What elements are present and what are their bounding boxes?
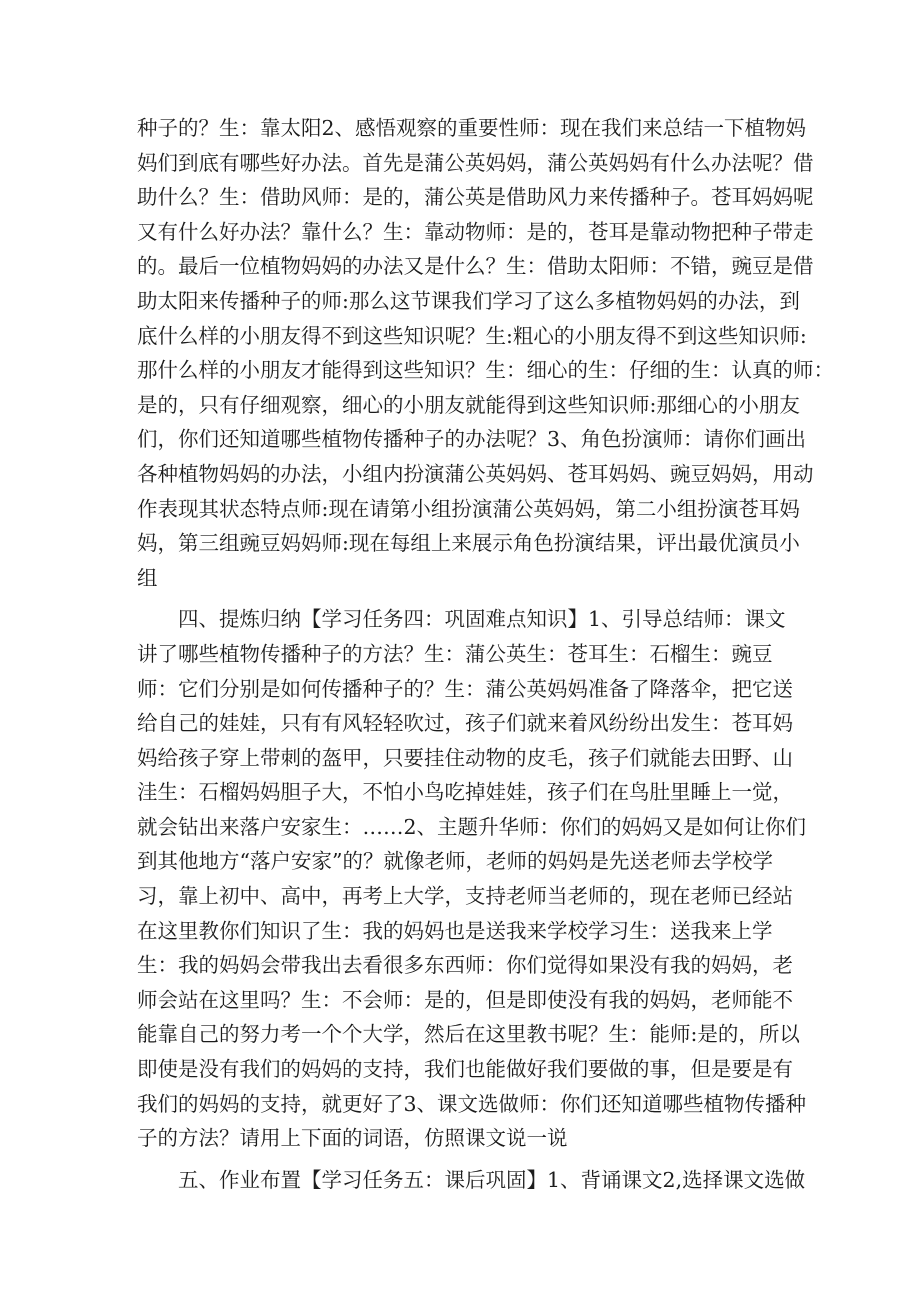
- text-line: 作表现其状态特点师:现在请第小组扮演蒲公英妈妈，第二小组扮演苍耳妈: [137, 496, 800, 521]
- paragraph-gap: [137, 595, 792, 602]
- section-heading-line: 五、作业布置【学习任务五：课后巩固】1、背诵课文2,选择课文选做: [137, 1167, 806, 1192]
- text-line: 我们的妈妈的支持，就更好了3、课文选做师：你们还知道哪些植物传播种: [137, 1091, 807, 1116]
- text-line: 就会钻出来落户安家生：……2、主题升华师：你们的妈妈又是如何让你们: [137, 814, 807, 839]
- text-line: 到其他地方“落户安家”的？就像老师，老师的妈妈是先送老师去学校学: [137, 849, 773, 874]
- text-line: 师会站在这里吗？生：不会师：是的，但是即使没有我的妈妈，老师能不: [137, 987, 793, 1012]
- paragraph-gap: [137, 1156, 792, 1163]
- text-line: 的。最后一位植物妈妈的办法又是什么？生：借助太阳师：不错，豌豆是借: [137, 254, 814, 279]
- text-line: 助什么？生：借助风师：是的，蒲公英是借助风力来传播种子。苍耳妈妈呢: [137, 185, 814, 210]
- text-line: 妈，第三组豌豆妈妈师:现在每组上来展示角色扮演结果，评出最优演员小: [137, 531, 800, 556]
- text-line: 底什么样的小朋友得不到这些知识呢？生:粗心的小朋友得不到这些知识师:: [137, 323, 807, 348]
- text-line: 是的，只有仔细观察，细心的小朋友就能得到这些知识师:那细心的小朋友: [137, 392, 800, 417]
- text-line: 各种植物妈妈的办法，小组内扮演蒲公英妈妈、苍耳妈妈、豌豆妈妈，用动: [137, 461, 814, 486]
- text-line: 种子的？生：靠太阳2、感悟观察的重要性师：现在我们来总结一下植物妈: [137, 116, 807, 140]
- text-line: 们，你们还知道哪些植物传播种子的办法呢？3、角色扮演师：请你们画出: [137, 427, 807, 452]
- text-line: 助太阳来传播种子的师:那么这节课我们学习了这么多植物妈妈的办法，到: [137, 288, 800, 313]
- document-body: [137, 111, 834, 1197]
- text-line: 给自己的娃娃，只有有风轻轻吹过，孩子们就来着风纷纷出发生：苍耳妈: [137, 711, 793, 736]
- text-line: 组: [137, 565, 158, 590]
- section-heading-line: 四、提炼归纳【学习任务四：巩固难点知识】1、引导总结师：课文: [137, 607, 786, 632]
- text-line: 师：它们分别是如何传播种子的？生：蒲公英妈妈准备了降落伞，把它送: [137, 676, 793, 701]
- text-line: 子的方法？请用上下面的词语，仿照课文说一说: [137, 1126, 568, 1151]
- text-line: 洼生：石榴妈妈胆子大，不怕小鸟吃掉娃娃，孩子们在鸟肚里睡上一觉，: [137, 780, 793, 805]
- text-line: 习，靠上初中、高中，再考上大学，支持老师当老师的，现在老师已经站: [137, 884, 793, 909]
- text-line: 那什么样的小朋友才能得到这些知识？生：细心的生：仔细的生：认真的师：: [137, 358, 834, 383]
- text-line: 生：我的妈妈会带我出去看很多东西师：你们觉得如果没有我的妈妈，老: [137, 953, 793, 978]
- text-line: 在这里教你们知识了生：我的妈妈也是送我来学校学习生：送我来上学: [137, 918, 773, 943]
- text-line: 能靠自己的努力考一个个大学，然后在这里教书呢？生：能师:是的，所以: [137, 1022, 800, 1047]
- text-line: 妈们到底有哪些好办法。首先是蒲公英妈妈，蒲公英妈妈有什么办法呢？借: [137, 150, 814, 175]
- text-line: 又有什么好办法？靠什么？生：靠动物师：是的，苍耳是靠动物把种子带走: [137, 219, 814, 244]
- text-line: 讲了哪些植物传播种子的方法？生：蒲公英生：苍耳生：石榴生：豌豆: [137, 641, 773, 666]
- text-line: 妈给孩子穿上带刺的盔甲，只要挂住动物的皮毛，孩子们就能去田野、山: [137, 745, 793, 770]
- text-line: 即使是没有我们的妈妈的支持，我们也能做好我们要做的事，但是要是有: [137, 1057, 793, 1082]
